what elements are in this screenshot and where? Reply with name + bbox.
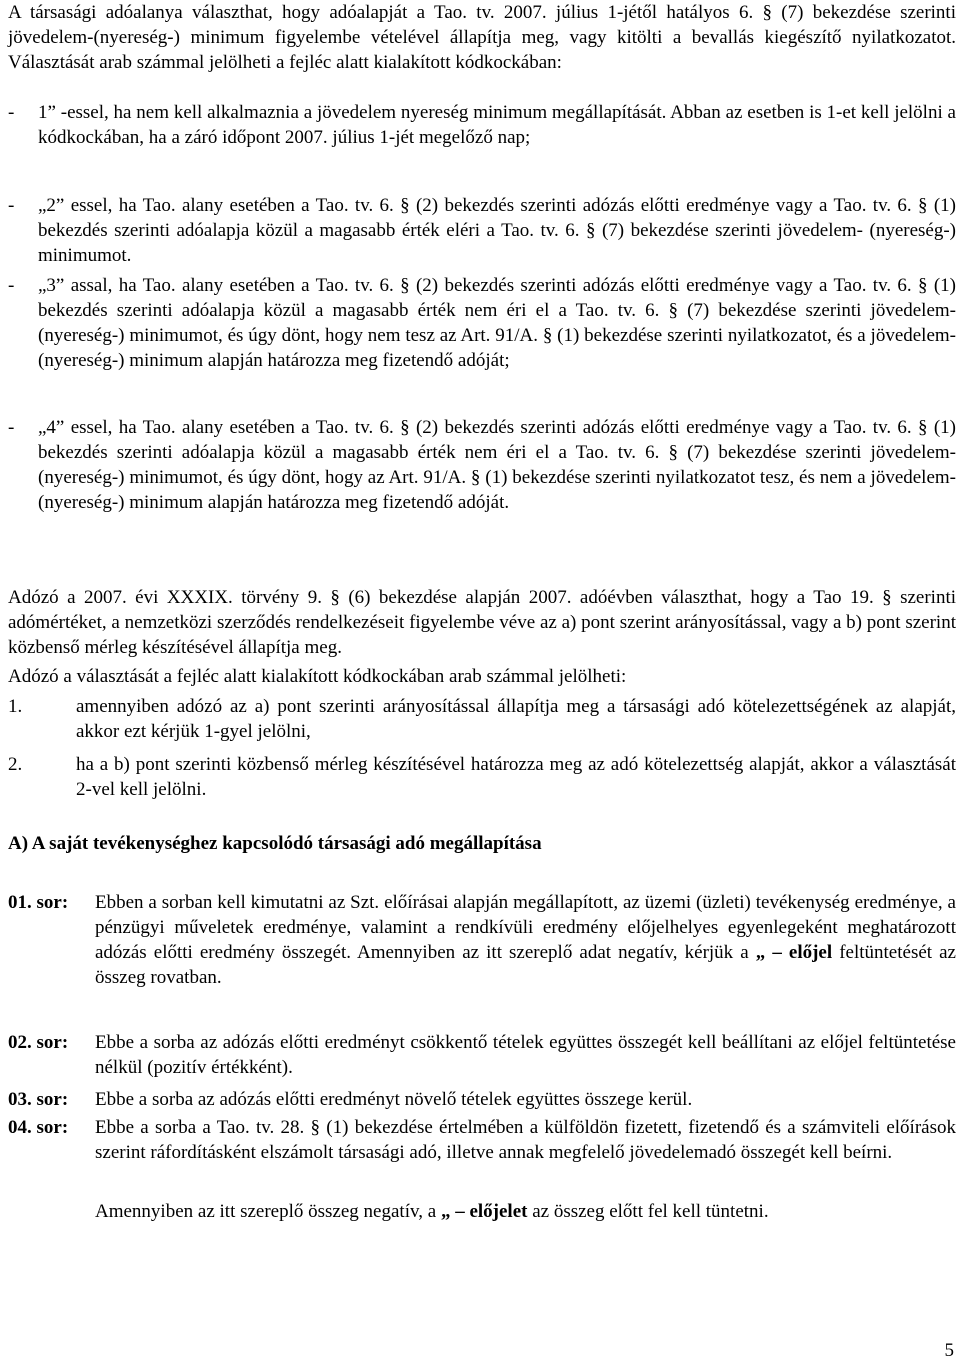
bullet-item-3 xyxy=(8,273,956,398)
row-text-part: feltüntetését az összeg rovatban. xyxy=(95,942,956,988)
row-text-part: Ebben a sorban kell kimutatni az Szt. előírásai alapján megállapított, az üzemi (üzleti) tevékenység eredménye, a pénzügyi műveletek eredménye, valamint a rendkívüli eredmény előjelhelyes egyenlegeként meghatározott adózás előtti eredmény összegét. Amennyiben az itt szereplő adat negatív, kérjük a xyxy=(95,892,956,963)
row-label: 03. sor: xyxy=(8,1089,69,1110)
row-text-part: az összeg előtt fel kell tüntetni. xyxy=(527,1201,769,1222)
intro-paragraph: A társasági adóalanya választhat, hogy adóalapját a Tao. tv. 2007. július 1-jétől hatályos 6. § (7) bekezdése szerinti jövedelem-(nyereség-) minimum figyelembe vételével állapítja meg, vagy kitölti a bevallás kiegészítő nyilatkozatot. Választását arab számmal jelölheti a fejléc alatt kialakított kódkockában: xyxy=(8,2,956,73)
item-text: amennyiben adózó az a) pont szerinti arányosítással állapítja meg a társasági adó kötelezettségének az alapját, akkor ezt kérjük 1-gyel jelölni, xyxy=(76,696,956,742)
bullet-marker: - xyxy=(8,102,15,123)
row-label: 02. sor: xyxy=(8,1032,69,1053)
row-text: Ebbe a sorba az adózás előtti eredményt csökkentő tételek együttes összegét kell beállítani az előjel feltüntetése nélkül (pozitív értékként). xyxy=(95,1032,956,1078)
row-text-part: Amennyiben az itt szereplő összeg negatív, a xyxy=(95,1201,441,1222)
row-02 xyxy=(8,1030,956,1085)
item-number: 1. xyxy=(8,696,23,717)
bullet-marker: - xyxy=(8,417,15,438)
bullet-text: „2” essel, ha Tao. alany esetében a Tao. tv. 6. § (2) bekezdés szerinti adózás előtti eredménye vagy a Tao. tv. 6. § (1) bekezdés szerinti adóalapja közül a magasabb érték eléri a Tao. tv. 6. § (7) bekezdése szerinti jövedelem- (nyereség-) minimumot. xyxy=(38,195,956,266)
item-number: 2. xyxy=(8,754,23,775)
row-text: Ebbe a sorba az adózás előtti eredményt növelő tételek együttes összege kerül. xyxy=(95,1089,693,1110)
row-label: 01. sor: xyxy=(8,892,69,913)
row-extra-text xyxy=(95,1199,956,1224)
item-text: ha a b) pont szerinti közbenső mérleg készítésével határozza meg az adó kötelezettség alapját, akkor a választását 2-vel kell jelölni. xyxy=(76,754,956,800)
election-lead: Adózó a választását a fejléc alatt kialakított kódkockában arab számmal jelölheti: xyxy=(8,666,627,687)
bullet-marker: - xyxy=(8,275,15,296)
bullet-item-1 xyxy=(8,100,956,175)
numbered-item-1 xyxy=(8,694,956,744)
bullet-item-4 xyxy=(8,415,956,540)
row-04 xyxy=(8,1115,956,1255)
row-text-part: Ebbe a sorba a Tao. tv. 28. § (1) bekezdése értelmében a külföldön fizetett, fizetendő és a számviteli előírások szerint ráfordításként elszámolt társasági adó, illetve annak megfelelő jövedelemadó összegét kell beírni. xyxy=(95,1117,956,1163)
bullet-item-2 xyxy=(8,193,956,268)
section-heading: A) A saját tevékenységhez kapcsolódó társasági adó megállapítása xyxy=(8,833,542,854)
row-text xyxy=(95,890,956,990)
numbered-item-2 xyxy=(8,752,956,802)
sign-emphasis: „ – előjel xyxy=(755,942,833,963)
row-label: 04. sor: xyxy=(8,1117,69,1138)
bullet-text: „3” assal, ha Tao. alany esetében a Tao. tv. 6. § (2) bekezdés szerinti adózás előtti eredménye vagy a Tao. tv. 6. § (1) bekezdés szerinti adóalapja közül a magasabb érték nem éri el a Tao. tv. 6. § (7) bekezdése szerinti jövedelem- (nyereség-) minimumot, és úgy dönt, hogy nem tesz az Art. 91/A. § (1) bekezdése szerinti nyilatkozatot, és a jövedelem- (nyereség-) minimum alapján határozza meg fizetendő adóját; xyxy=(38,275,956,371)
bullet-text: „4” essel, ha Tao. alany esetében a Tao. tv. 6. § (2) bekezdés szerinti adózás előtti eredménye vagy a Tao. tv. 6. § (1) bekezdés szerinti adóalapja közül a magasabb érték nem éri el a Tao. tv. 6. § (7) bekezdése szerinti jövedelem- (nyereség-) minimumot, és úgy dönt, hogy az Art. 91/A. § (1) bekezdése szerinti nyilatkozatot tesz, és nem a jövedelem- (nyereség-) minimum alapján határozza meg fizetendő adóját. xyxy=(38,417,956,513)
election-paragraph: Adózó a 2007. évi XXXIX. törvény 9. § (6) bekezdése alapján 2007. adóévben választhat, hogy a Tao 19. § szerinti adómértéket, a nemzetközi szerződés rendelkezéseit figyelembe véve az a) pont szerint arányosítással, vagy a b) pont szerint közbenső mérleg készítésével állapítja meg. xyxy=(8,587,956,658)
row-text xyxy=(95,1115,956,1165)
row-01 xyxy=(8,890,956,1020)
row-03 xyxy=(8,1087,956,1115)
sign-emphasis: „ – előjelet xyxy=(440,1201,528,1222)
bullet-marker: - xyxy=(8,195,15,216)
bullet-text: 1” -essel, ha nem kell alkalmaznia a jövedelem nyereség minimum megállapítását. Abban az esetben is 1-et kell jelölni a kódkockában, ha a záró időpont 2007. július 1-jét megelőző nap; xyxy=(38,102,956,148)
page-number: 5 xyxy=(944,1340,954,1361)
